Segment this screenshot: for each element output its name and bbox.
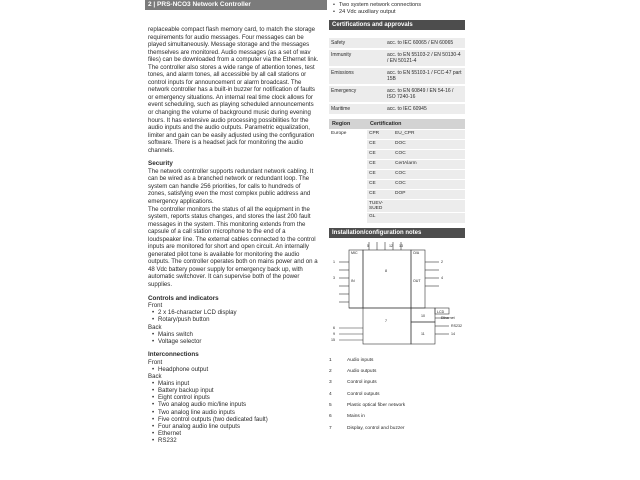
controls-heading: Controls and indicators	[148, 294, 219, 302]
legend-row	[329, 414, 465, 425]
pin-label-3: 3	[333, 275, 335, 280]
region-cell	[329, 170, 367, 180]
lcd-label: LCD	[437, 309, 445, 314]
cert-cell: COC	[393, 170, 465, 180]
legend-number: 6	[329, 414, 332, 420]
list-item: • Eight control inputs	[158, 394, 320, 401]
list-item: • Two analog line audio inputs	[158, 409, 320, 416]
cert-value: acc. to EN 60849 / EN 54-16 / ISO 7240-16	[385, 85, 465, 103]
pin-label-9: 9	[333, 331, 335, 336]
legend-text: Control inputs	[347, 380, 377, 386]
intro-text: replaceable compact flash memory card, to match the storage requirements for audio messages. Four messages can be played simultaneously. Message storage and the messages themselves are monitored. Audio messages (as a set of wav files) can be downloaded from a computer via the Ethernet link. The controller also stores a wide range of attention tones, test tones, and alarm tones, all accessible by all call stations or control inputs for announcement or alarm broadcast. The network controller has a built-in buzzer for notification of faults or emergency situations. An internal real time clock allows for event scheduling, such as playing scheduled announcements or changing the volume of background music during evening hours. It has extensive audio processing possibilities for the audio inputs and the audio outputs. Parametric equalization, limiter and gain can be easily adjusted using the configuration software. There is a headset jack for monitoring the audio channels.	[148, 26, 319, 154]
legend-number: 7	[329, 425, 332, 431]
wiring-diagram	[329, 242, 465, 352]
region-cell	[329, 150, 367, 160]
legend-text: Audio inputs	[347, 357, 374, 363]
list-item: • Two analog audio mic/line inputs	[158, 401, 320, 408]
table-row	[329, 190, 465, 200]
pin-label-4: 4	[441, 275, 443, 280]
pin-label-2: 2	[441, 259, 443, 264]
cert-key: Immunity	[329, 49, 385, 67]
region-cell	[329, 160, 367, 170]
pin-label-13: 13	[399, 243, 403, 248]
security-heading: Security	[148, 160, 173, 168]
table-row	[329, 85, 465, 103]
page-header: 2 | PRS-NCO3 Network Controller	[145, 0, 327, 10]
in-label: IN	[351, 278, 355, 283]
table-row	[329, 67, 465, 85]
left-column	[148, 26, 320, 444]
security-paragraph-2: The controller monitors the status of all the equipment in the system, reports status changes, and stores the last 200 fault messages in the system. This monitoring extends from the capsule of a call station microphone to the end of a loudspeaker line. The external cables connected to the control inputs are monitored for short and open circuit. An internally generated pilot tone is available for monitoring the audio outputs. The controller operates both on mains power and on a 48 Vdc battery power supply for emergency back up, with automatic switchover. It can supervise both of the power supplies.	[148, 205, 318, 288]
pin-label-15: 15	[331, 337, 335, 342]
table-row	[329, 37, 465, 49]
diagram-legend	[329, 358, 465, 438]
table-row	[329, 140, 465, 150]
block-label-11: 11	[421, 331, 425, 336]
certifications-heading: Certifications and approvals	[329, 20, 465, 30]
list-item: • Ethernet	[158, 430, 320, 437]
legend-text: Audio outputs	[347, 368, 377, 374]
legend-text: Display, control and buzzer	[347, 425, 405, 431]
out-label: O/A	[413, 250, 420, 255]
mark-cell: CE	[367, 140, 393, 150]
interconnections-heading: Interconnections	[148, 351, 199, 359]
mark-cell: GL	[367, 213, 393, 223]
legend-number: 5	[329, 403, 332, 409]
pin-label-12: 12	[389, 243, 393, 248]
cert-cell: COC	[393, 150, 465, 160]
out2-label: OUT	[413, 278, 421, 283]
cert-cell	[393, 200, 465, 213]
cert-key: Maritime	[329, 103, 385, 114]
legend-text: Control outputs	[347, 391, 380, 397]
mark-cell: CE	[367, 180, 393, 190]
cert-key: Emissions	[329, 67, 385, 85]
cert-cell: COC	[393, 180, 465, 190]
cert-value: acc. to EN 55103-1 / FCC-47 part 15B	[385, 67, 465, 85]
power-block	[363, 308, 411, 344]
region-cell	[329, 200, 367, 213]
legend-number: 1	[329, 357, 332, 363]
certifications-table	[329, 36, 465, 114]
installation-heading: Installation/configuration notes	[329, 228, 465, 238]
mark-cell: CE	[367, 170, 393, 180]
mark-cell: CE	[367, 160, 393, 170]
list-item: • Battery backup input	[158, 387, 320, 394]
mark-cell: CE	[367, 190, 393, 200]
controls-front-list	[148, 309, 320, 323]
table-row	[329, 49, 465, 67]
certification-header: Certification	[367, 119, 465, 130]
mark-cell: CE	[367, 150, 393, 160]
legend-number: 3	[329, 380, 332, 386]
legend-row	[329, 403, 465, 414]
region-cell	[329, 190, 367, 200]
block-label-8: 8	[385, 268, 387, 273]
table-row	[329, 103, 465, 114]
cert-cell	[393, 213, 465, 223]
list-item: • 24 Vdc auxiliary output	[339, 9, 465, 16]
table-row	[329, 130, 465, 140]
pin-label-6: 6	[333, 325, 335, 330]
rs-label: RS232	[451, 323, 462, 328]
cert-value: acc. to IEC 60945	[385, 103, 465, 114]
controls-front-label: Front	[148, 302, 163, 310]
mark-cell: CPR	[367, 130, 393, 140]
list-item: • Mains switch	[158, 331, 320, 338]
security-paragraph-1: The network controller supports redundant network cabling. It can be wired as a branched network or redundant loop. The system can handle 256 priorities, for calls to hundreds of zones, satisfying even the most complex public address and emergency applications.	[148, 167, 314, 205]
list-item: • Voltage selector	[158, 338, 320, 345]
cert-key: Safety	[329, 37, 385, 49]
legend-text: Mains in	[347, 414, 365, 420]
block-label-10: 10	[421, 313, 425, 318]
eth-label: Ethernet	[441, 315, 455, 320]
legend-number: 2	[329, 368, 332, 374]
legend-row	[329, 358, 465, 369]
list-item: • Two system network connections	[339, 2, 465, 9]
cert-value: acc. to IEC 60065 / EN 60065	[385, 37, 465, 49]
inter-front-list	[148, 366, 320, 373]
legend-text: Plastic optical fiber network	[347, 403, 406, 409]
legend-number: 4	[329, 391, 332, 397]
block-label-7: 7	[385, 318, 387, 323]
region-cell	[329, 180, 367, 190]
inter-back-list	[148, 380, 320, 444]
inter-front-label: Front	[148, 358, 163, 366]
cert-key: Emergency	[329, 85, 385, 103]
mic-label: MIC	[351, 250, 358, 255]
table-row	[329, 160, 465, 170]
mark-cell: TUEV-SUED	[367, 200, 393, 213]
pin-label-1: 1	[333, 259, 335, 264]
region-header: Region	[329, 119, 367, 130]
legend-row	[329, 380, 465, 391]
cert-cell: CertAlarm	[393, 160, 465, 170]
legend-row	[329, 392, 465, 403]
cert-cell: EU_CPR	[393, 130, 465, 140]
table-row	[329, 180, 465, 190]
cert-value: acc. to EN 55103-2 / EN 50130-4 / EN 50121-4	[385, 49, 465, 67]
legend-row	[329, 426, 465, 437]
list-item: • Rotary/push button	[158, 316, 320, 323]
pin-label-5: 5	[367, 243, 369, 248]
cert-cell: DOC	[393, 140, 465, 150]
table-header-row	[329, 119, 465, 130]
pin-label-14: 14	[451, 331, 455, 336]
legend-row	[329, 369, 465, 380]
list-item: • RS232	[158, 437, 320, 444]
inter-back-label: Back	[148, 372, 162, 380]
region-table	[329, 119, 465, 223]
region-cell	[329, 140, 367, 150]
processing-block	[363, 250, 411, 308]
region-cell	[329, 213, 367, 223]
list-item: • Mains input	[158, 380, 320, 387]
list-item: • Four analog audio line outputs	[158, 423, 320, 430]
controls-back-label: Back	[148, 323, 162, 331]
list-item: • Headphone output	[158, 366, 320, 373]
region-cell: Europe	[329, 130, 367, 140]
list-item: • Five control outputs (two dedicated fault)	[158, 416, 320, 423]
controls-back-list	[148, 331, 320, 345]
table-row	[329, 200, 465, 213]
table-row	[329, 170, 465, 180]
table-row	[329, 150, 465, 160]
table-row	[329, 213, 465, 223]
top-list	[329, 2, 465, 16]
right-column	[329, 2, 465, 437]
cert-cell: DOP	[393, 190, 465, 200]
list-item: • 2 x 16-character LCD display	[158, 309, 320, 316]
